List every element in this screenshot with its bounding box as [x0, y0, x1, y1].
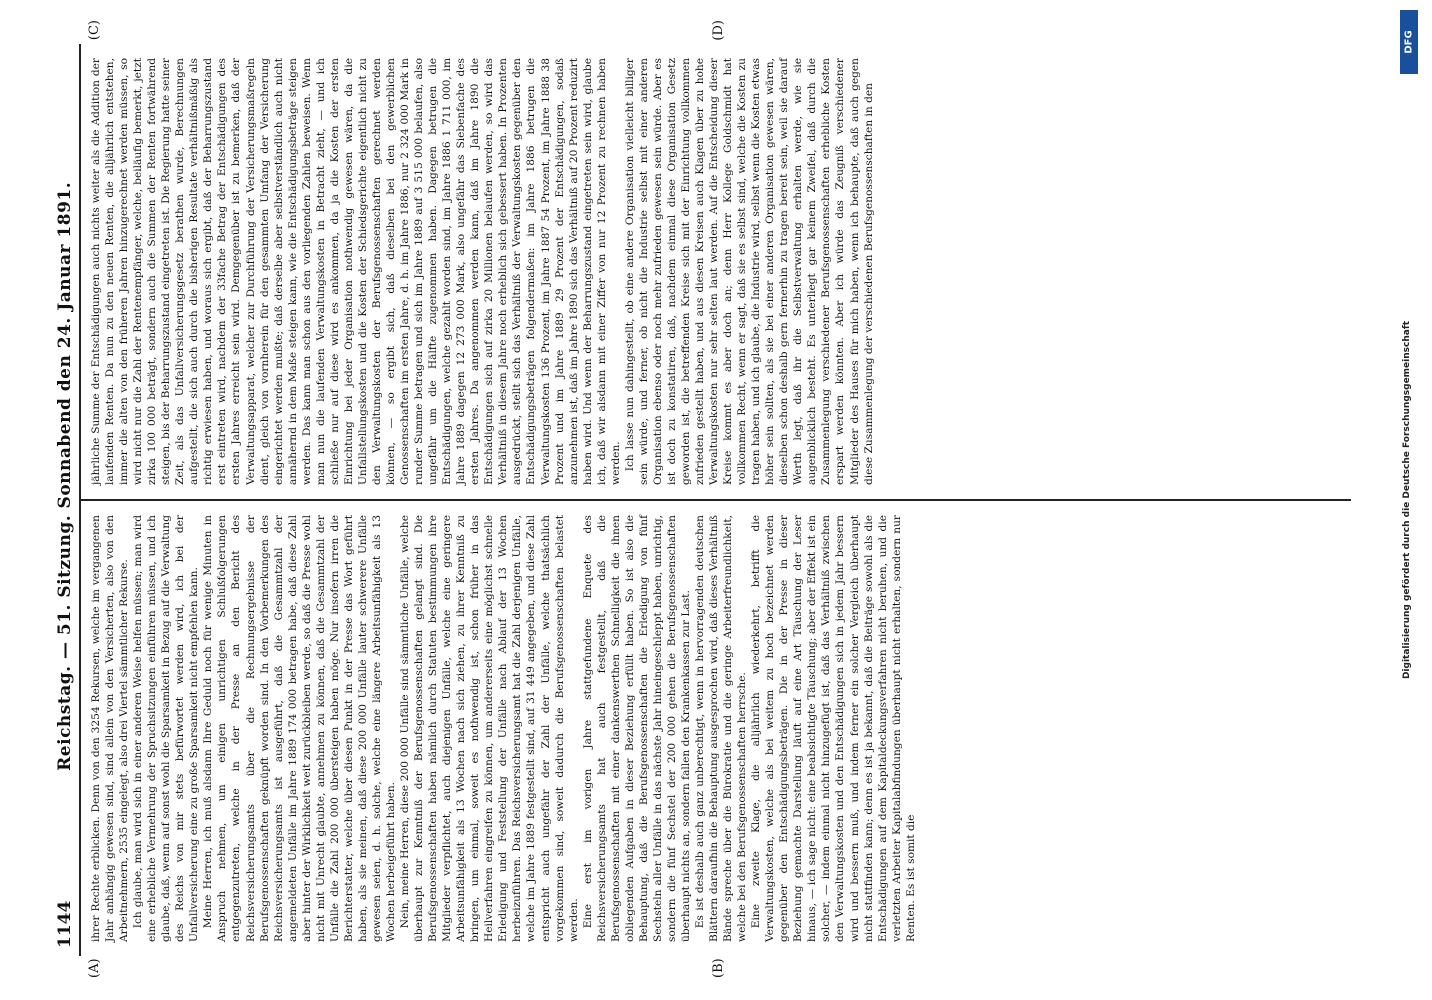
margin-mark-b: (B) — [711, 958, 726, 978]
page-number: 1144 — [55, 900, 75, 948]
paragraph: Eine erst im vorigen Jahre stattgefundene Enquete des Reichsversicherungsamts hat auch festgestellt, daß die Berufsgenossenschaften mit einer dankenswerthen Schnelligkeit die ihnen obliegenden Aufgaben in dieser Beziehung erfüllt haben. So ist also die Behauptung, daß die Berufsgenossenschaften die Erledigung von fünf Sechsteln aller Unfälle in das nächste Jahr hineingeschleppt haben, unrichtig, sondern die fünf Sechstel der 200 000 gehen die Berufsgenossenschaften überhaupt nichts an, sondern fallen den Krankenkassen zur Last. — [581, 515, 692, 942]
digitization-watermark — [1400, 0, 1414, 1000]
watermark-text: Digitalisierung gefördert durch die Deutsche Forschungsgemeinschaft — [1402, 320, 1412, 680]
right-column — [81, 44, 1351, 499]
margin-mark-d: (D) — [711, 20, 726, 41]
paragraph: Ich glaube, man wird sich in einer anderen Weise helfen müssen; man wird eine erhebliche Vermehrung der Spruchsitzungen einführen müssen, und ich glaube, daß, wenn auf sonst wohl die Sparsamkeit in Bezug auf die Verwaltung des Reichs von mir stets befürwortet werden wird, ich bei der Unfallversicherung eine zu große Sparsamkeit nicht empfehlen kann. — [132, 515, 201, 942]
paragraph: Ich lasse nun dahingestellt, ob eine andere Organisation vielleicht billiger sein würde, und ferner, ob nicht die Industrie selbst mit einer anderen Organisation ebenso oder noch mehr zufrieden gewesen sein würde. Aber es ist doch zu konstatiren, daß, nachdem einmal diese Organisation Gesetz geworden ist, die betreffenden Kreise sich mit der Einrichtung vollkommen zufrieden gestellt haben, und aus diesen Kreisen auch Klagen über zu hohe Verwaltungskosten nur sehr selten laut werden. Auf die Entscheidung dieser Kreise kommt es aber doch an; denn Herr Kollege Goldschmidt hat vollkommen Recht, wenn er sagt, daß sie es selbst sind, welche die Kosten zu tragen haben, und ich glaube, die Industrie wird, selbst wenn die Kosten etwas höher sein sollten, als sie bei einer anderen Organisation gewesen wären, dieselben schon deshalb gern fernerhin zu tragen bereit sein, weil sie darauf Werth legt, daß ihr die Selbstverwaltung erhalten werde, wie sie augenblicklich besteht. Es unterliegt gar keinem Zweifel, daß durch die Zusammenlegung verschiedener Berufsgenossenschaften erhebliche Kosten erspart werden könnten. Aber ich würde das Zeugniß verschiedener Mitglieder des Hauses für mich haben, wenn ich behaupte, daß auch gegen diese Zusammenlegung der verschiedenen Berufsgenossenschaften in den — [623, 58, 875, 485]
page-title: Reichstag. — 51. Sitzung. Sonnabend den 24. Januar 1891. — [55, 181, 75, 771]
paragraph: Meine Herren, ich muß alsdann Ihre Geduld noch für wenige Minuten in Anspruch nehmen, um einigen unrichtigen Schlußfolgerungen entgegenzutreten, welche in der Presse an den Bericht des Reichsversicherungsamts über die Rechnungsergebnisse der Berufsgenossenschaften geknüpft worden sind. In den Vorbemerkungen des Reichsversicherungsamts ist ausgeführt, daß die Gesammtzahl der angemeldeten Unfälle im Jahre 1889 174 000 betragen habe, daß diese Zahl aber hinter der Wirklichkeit weit zurückbleiben werde, so daß die Presse wohl nicht mit Unrecht glaubte, annehmen zu können, daß die Gesammtzahl der Unfälle die Zahl 200 000 übersteigen haben möge. Nur insofern irren die Berichterstatter, welche über diesen Punkt in der Presse das Wort geführt haben, als sie meinen, daß diese 200 000 Unfälle lauter schwerere Unfälle gewesen seien, d. h. solche, welche eine längere Arbeitsunfähigkeit als 13 Wochen herbeigeführt haben. — [202, 515, 397, 942]
margin-mark-a: (A) — [87, 958, 102, 978]
page-header — [53, 44, 81, 956]
dfg-logo — [1400, 10, 1418, 74]
paragraph: ihrer Rechte erblicken. Denn von den 3254 Rekursen, welche im vergangenen Jahr anhängig gewesen sind, sind allein von den Versicherten, also von den Arbeitnehmern, 2535 eingelegt, also drei Viertel sämmtlicher Rekurse. — [90, 515, 131, 942]
text-columns — [81, 20, 1351, 978]
left-column — [81, 501, 1351, 956]
logo-text: DFG — [1403, 30, 1415, 54]
paragraph: Eine zweite Klage, die alljährlich wiederkehrt, betrifft die Verwaltungskosten, welche als bei weitem zu hoch bezeichnet werden gegenüber den Entschädigungsbeträgen. Die in der Presse in dieser Beziehung gemachte Darstellung läuft auf eine Art Täuschung der Leser hinaus, — ich sage nicht: eine beabsichtigte Täuschung; aber der Effekt ist ein solcher, — indem einmal nicht hinzugefügt ist, daß das Verhältniß zwischen den Verwaltungskosten und den Entschädigungen sich in jedem Jahr bessern wird und bessern muß, und indem ferner ein solcher Vergleich überhaupt nicht stattfinden kann; denn es ist ja bekannt, daß die Beiträge sowohl als die Entschädigungen auf dem Kapitaldeckungsverfahren nicht beruhen, und die verletzten Arbeiter Kapitalabfindungen überhaupt nicht erhalten, sondern nur Renten. Es ist somit die — [750, 515, 917, 942]
paragraph: jährliche Summe der Entschädigungen auch nichts weiter als die Addition der laufenden Renten. Da nun zu den neuen Renten, die alljährlich entstehen, immer die alten von den früheren Jahren hinzugerechnet werden müssen, so wird nicht nur die Zahl der Rentenempfänger, welche, beiläufig bemerkt, jetzt zirka 100 000 beträgt, sondern auch die Summen der Renten fortwährend steigen, bis der Beharrungszustand eingetreten ist. Die Regierung hatte seiner Zeit, als das Unfallversicherungsgesetz berathen wurde, Berechnungen aufgestellt, die sich auch durch die bisherigen Resultate verhältnißmäßig als richtig erwiesen haben, und woraus sich ergibt, daß der Beharrungszustand erst eintreten wird, nachdem der 33fache Betrag der Entschädigungen des ersten Jahres erreicht sein wird. Demgegenüber ist zu bemerken, daß der Verwaltungsapparat, welcher zur Durchführung der Versicherungsmaßregeln dient, gleich von vornherein für den gesammten Umfang der Versicherung eingerichtet werden mußte; daß derselbe aber selbstverständlich auch nicht annähernd in dem Maße steigen kann, wie die Entschädigungsbeträge steigen werden. Das kann man schon aus den vorliegenden Zahlen beweisen. Wenn man nun die laufenden Verwaltungskosten in Betracht zieht, — und ich schließe nur auf diese wird es ankommen, da ja die Kosten der ersten Einrichtung bei jeder Organisation nothwendig gewesen wären, da die Unfallstellungskosten und die Kosten der Schiedsgerichte eigentlich nicht zu den Verwaltungskosten der Berufsgenossenschaften gerechnet werden können, — so ergibt sich, daß dieselben bei den gewerblichen Genossenschaften im ersten Jahre, d. h. im Jahre 1886, nur 2 324 000 Mark in runder Summe betragen und sich im Jahre 1889 auf 3 515 000 belaufen, also ungefähr um die Hälfte zugenommen haben. Dagegen betrugen die Entschädigungen, welche gezahlt worden sind, im Jahre 1886 1 711 000, im Jahre 1889 dagegen 12 273 000 Mark, also ungefähr das Siebenfache des ersten Jahres. Da angenommen werden kann, daß im Jahre 1890 die Entschädigungen sich auf zirka 20 Millionen belaufen werden, so wird das Verhältniß in diesem Jahre noch erheblich sich gebessert haben. In Prozenten ausgedrückt, stellt sich das Verhältniß der Verwaltungskosten gegenüber den Entschädigungsbeträgen folgendermaßen: im Jahre 1886 betrugen die Verwaltungskosten 136 Prozent, im Jahre 1887 54 Prozent, im Jahre 1888 38 Prozent und im Jahre 1889 29 Prozent der Entschädigungen, sodaß anzunehmen ist, daß im Jahre 1890 sich das Verhältniß auf 20 Prozent reduzirt haben wird. Und wenn der Beharrungszustand eingetreten sein wird, glaube ich, daß wir alsdann mit einer Ziffer von nur 12 Prozent zu rechnen haben werden. — [90, 58, 622, 485]
margin-mark-c: (C) — [87, 20, 102, 41]
paragraph: Es ist deshalb auch ganz unberechtigt, wenn in hervorragenden deutschen Blättern daraufhin die Behauptung ausgesprochen wird, daß dieses Verhältniß Bände spreche über die Bürokratie und die geringe Arbeiterfreundlichkeit, welche bei den Berufsgenossenschaften herrsche. — [694, 515, 749, 942]
column-divider — [81, 499, 1351, 501]
paragraph: Nein, meine Herren, diese 200 000 Unfälle sind sämmtliche Unfälle, welche überhaupt zur Kenntniß der Berufsgenossenschaften gelangt sind. Die Berufsgenossenschaften haben nämlich durch Statuten bestimmungen ihre Mitglieder verpflichtet, auch diejenigen Unfälle, welche eine geringere Arbeitsunfähigkeit als 13 Wochen nach sich ziehen, zu ihrer Kenntniß zu bringen, um einmal, soweit es nothwendig ist, schon früher in das Heilverfahren eingreifen zu können, um andererseits eine möglichst schnelle Erledigung und Feststellung der Unfälle nach Ablauf der 13 Wochen herbeizuführen. Das Reichsversicherungsamt hat die Zahl derjenigen Unfälle, welche im Jahre 1889 festgestellt sind, auf 31 449 angegeben, und diese Zahl entspricht auch ungefähr der Zahl der Unfälle, welche thatsächlich vorgekommen sind, soweit dadurch die Berufsgenossenschaften belastet werden. — [399, 515, 580, 942]
document-page — [41, 20, 1391, 980]
